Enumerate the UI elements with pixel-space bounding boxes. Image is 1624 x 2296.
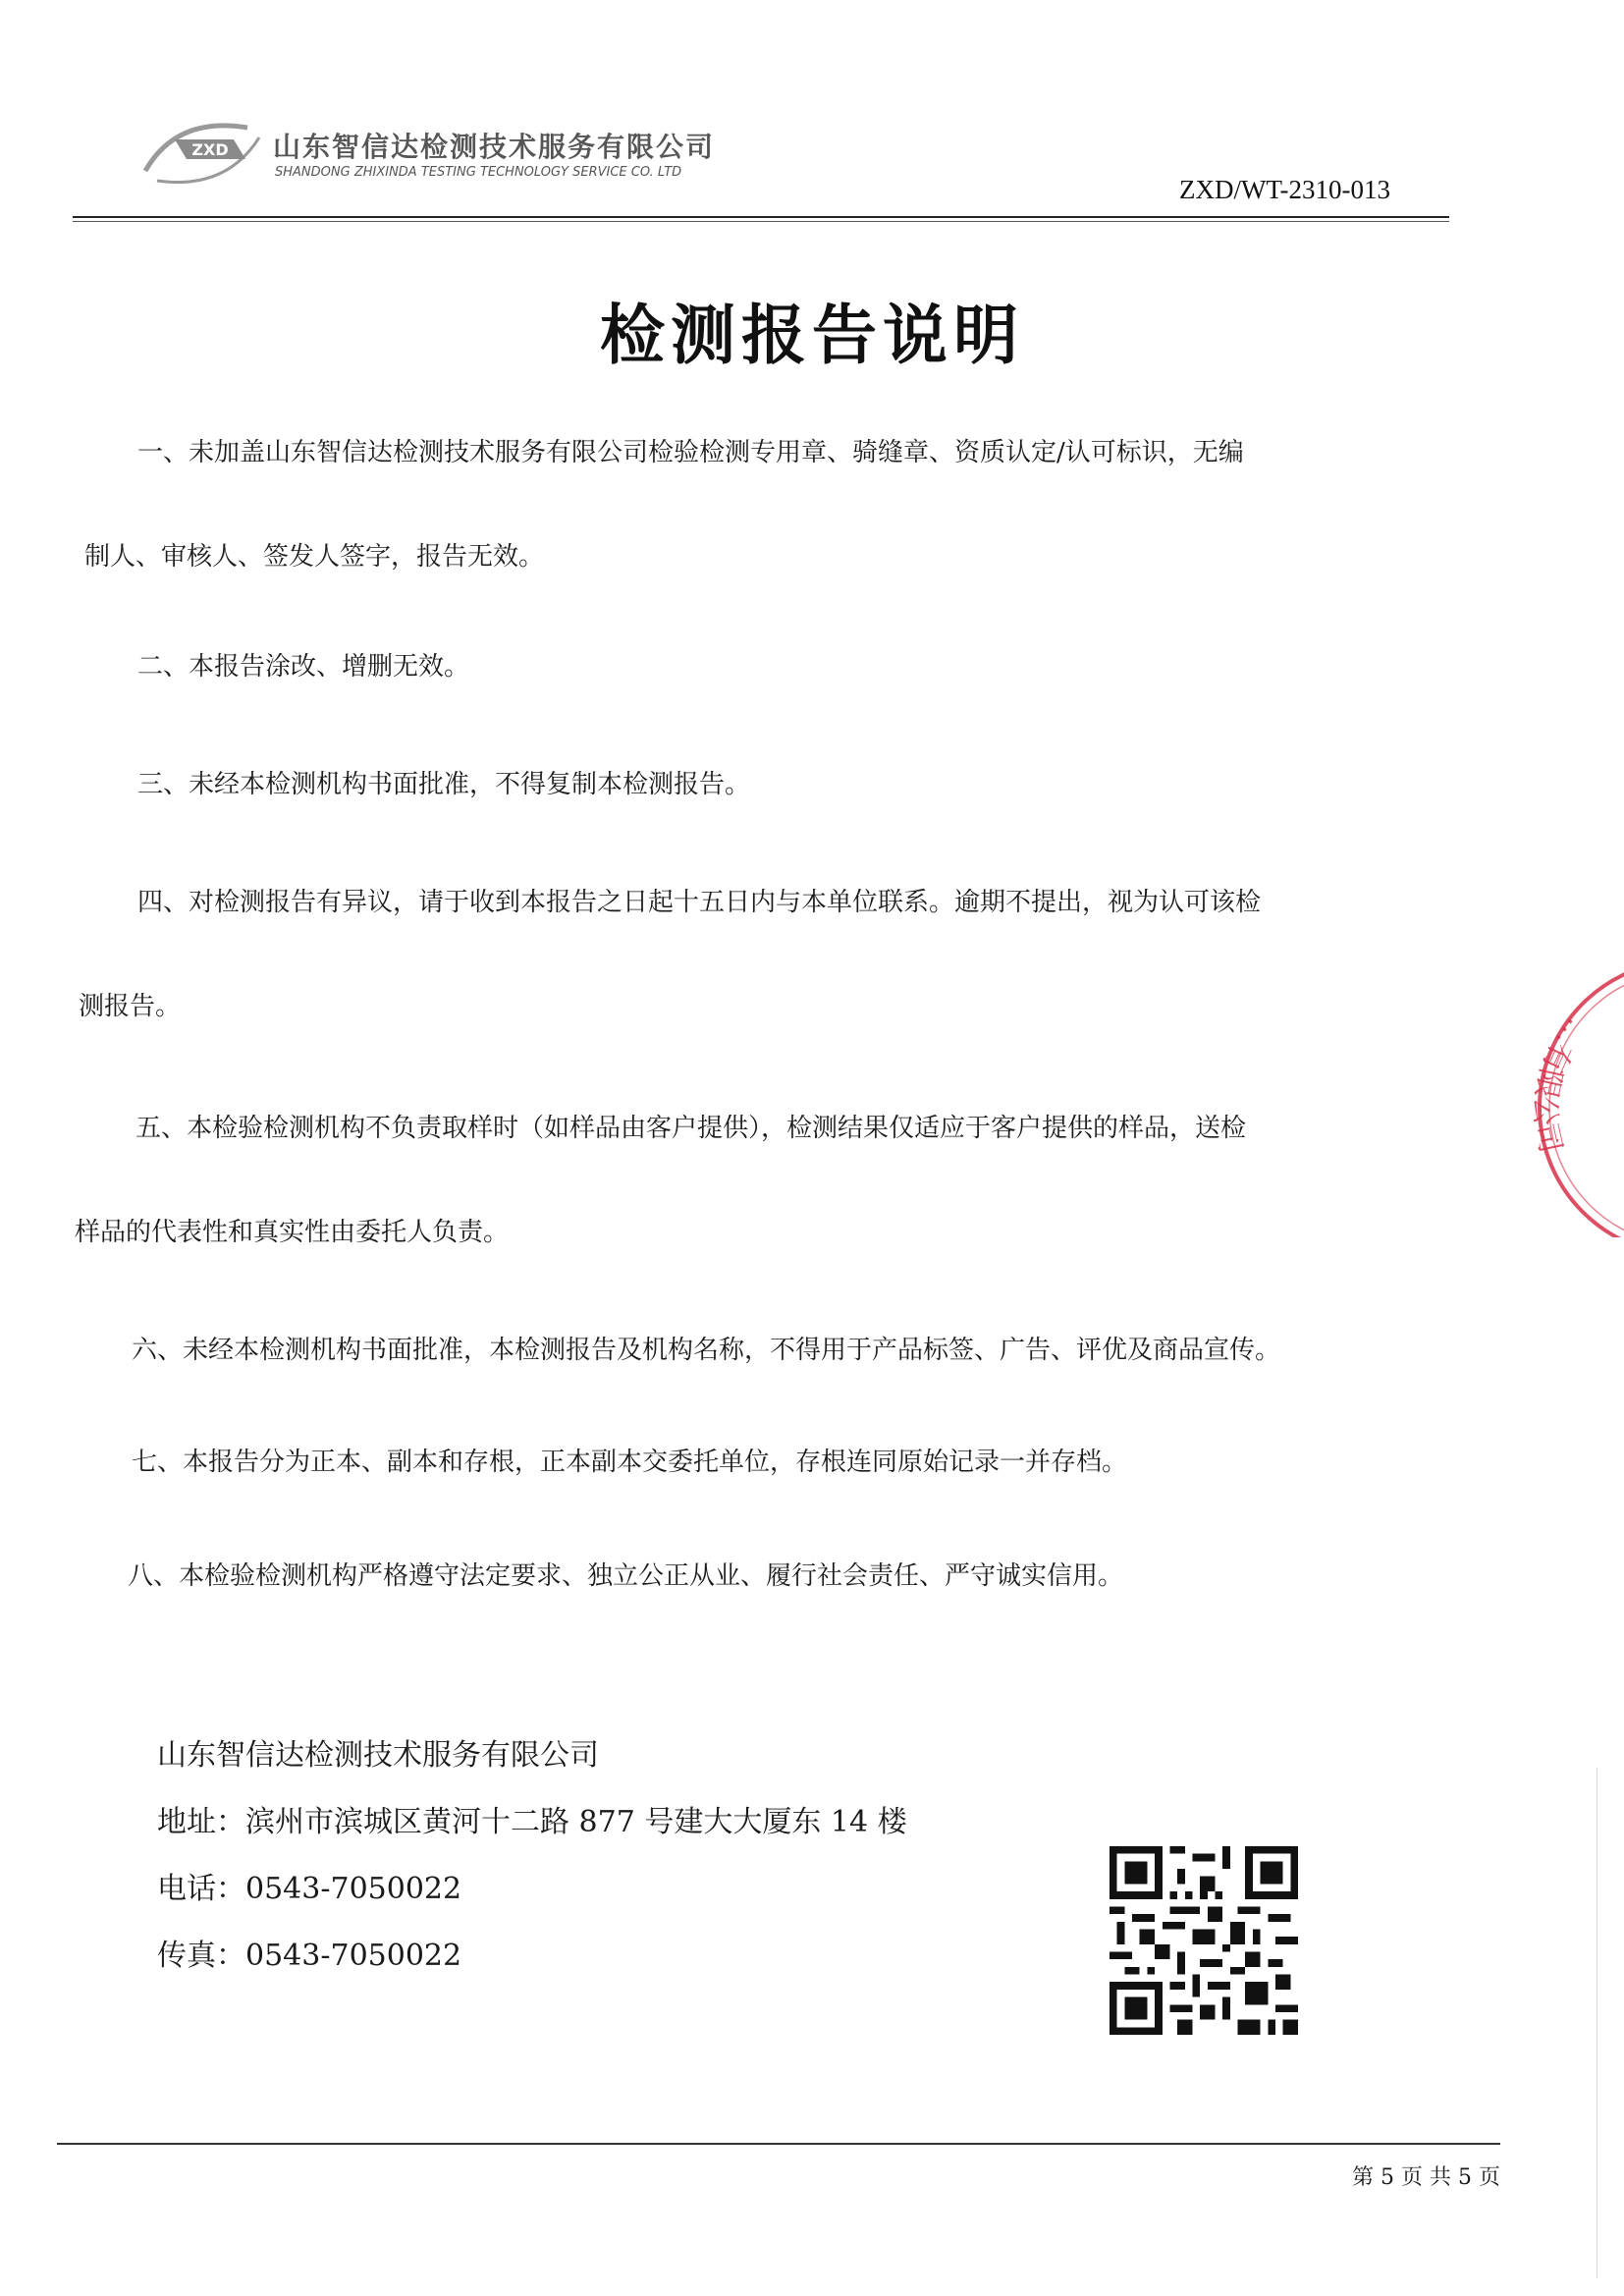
contact-fax <box>157 1931 461 1974</box>
address-label: 地址： <box>157 1805 245 1839</box>
contact-phone <box>157 1864 461 1907</box>
company-seal-partial <box>1518 972 1624 1237</box>
company-logo <box>137 110 265 192</box>
contact-company: 山东智信达检测技术服务有限公司 <box>157 1738 599 1773</box>
page-number: 第 5 页 共 5 页 <box>1352 2165 1500 2190</box>
address-value: 滨州市滨城区黄河十二路 877 号建大大厦东 14 楼 <box>245 1805 907 1839</box>
clause-3: 三、未经本检测机构书面批准，不得复制本检测报告。 <box>137 770 751 799</box>
seal-text: …有限公司 <box>1527 1011 1594 1157</box>
page-title: 检测报告说明 <box>600 297 1024 373</box>
svg-text:…有限公司 <box>1528 1011 1594 1156</box>
company-name-cn: 山东智信达检测技术服务有限公司 <box>273 131 716 163</box>
report-number: ZXD/WT-2310-013 <box>1179 175 1390 204</box>
clause-7: 七、本报告分为正本、副本和存根，正本副本交委托单位，存根连同原始记录一并存档。 <box>132 1448 1128 1477</box>
phone-value: 0543-7050022 <box>245 1872 462 1906</box>
clause-5-line-1: 五、本检验检测机构不负责取样时（如样品由客户提供），检测结果仅适应于客户提供的样品，送检 <box>135 1114 1247 1143</box>
fax-value: 0543-7050022 <box>245 1939 462 1973</box>
clause-4-line-2: 测报告。 <box>79 992 182 1021</box>
header-divider-thin <box>73 221 1449 222</box>
clause-6: 六、未经本检测机构书面批准，本检测报告及机构名称，不得用于产品标签、广告、评优及商品宣传。 <box>132 1336 1281 1365</box>
company-name-en: SHANDONG ZHIXINDA TESTING TECHNOLOGY SERVICE CO. LTD <box>275 165 682 180</box>
contact-address <box>157 1797 907 1840</box>
clause-2: 二、本报告涂改、增删无效。 <box>137 652 470 682</box>
clause-5-line-2: 样品的代表性和真实性由委托人负责。 <box>75 1218 510 1247</box>
logo-text: ZXD <box>191 140 229 159</box>
qr-code <box>1110 1846 1298 2035</box>
clause-1-line-1: 一、未加盖山东智信达检测技术服务有限公司检验检测专用章、骑缝章、资质认定/认可标识，无编 <box>137 438 1244 467</box>
header-divider <box>73 216 1449 218</box>
clause-8: 八、本检验检测机构严格遵守法定要求、独立公正从业、履行社会责任、严守诚实信用。 <box>128 1561 1124 1591</box>
fax-label: 传真： <box>157 1939 245 1973</box>
clause-4-line-1: 四、对检测报告有异议，请于收到本报告之日起十五日内与本单位联系。逾期不提出，视为认可该检 <box>137 888 1262 917</box>
footer-divider <box>57 2143 1500 2145</box>
clause-1-line-2: 制人、审核人、签发人签字，报告无效。 <box>84 542 545 572</box>
phone-label: 电话： <box>157 1872 245 1906</box>
